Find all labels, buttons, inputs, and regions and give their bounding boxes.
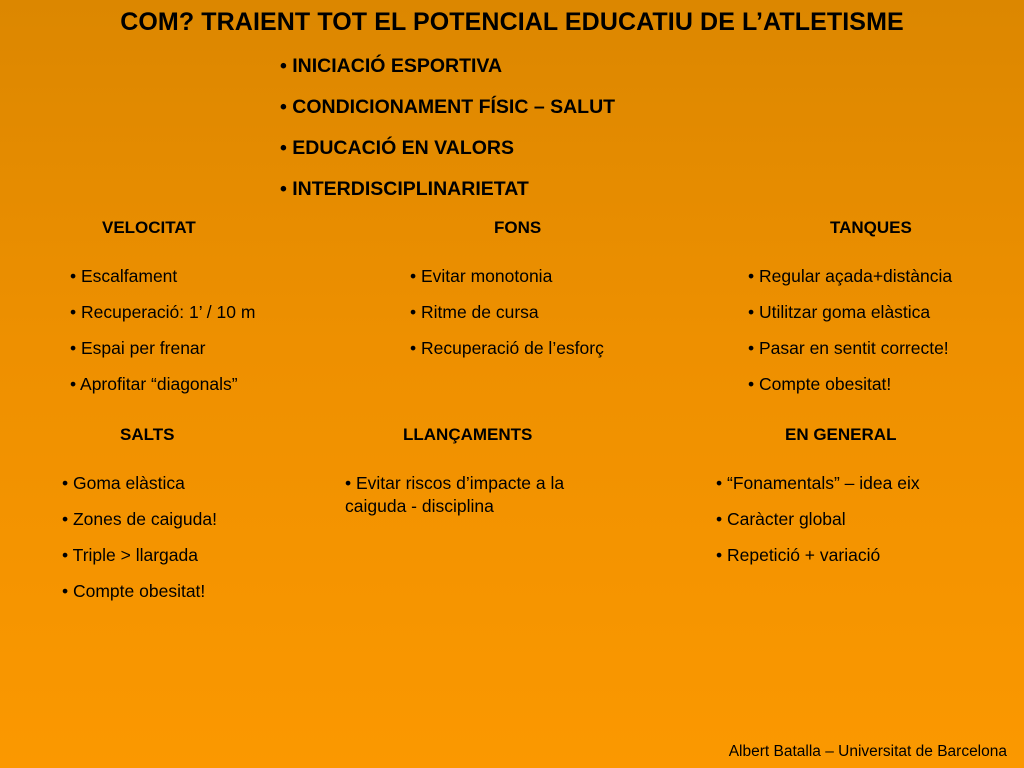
list-en-general [716,472,920,580]
list-item: • Evitar monotonia [410,266,553,286]
main-topic-item: • CONDICIONAMENT FÍSIC – SALUT [280,96,616,118]
list-tanques [748,265,952,409]
list-item: • Evitar riscos d’impacte a la caiguda - disciplina [345,473,565,516]
list-item: • Compte obesitat! [748,374,892,394]
heading-velocitat: VELOCITAT [102,218,196,237]
list-item: • Goma elàstica [62,473,185,493]
list-item: • Compte obesitat! [62,581,206,601]
list-item: • Repetició + variació [716,545,881,565]
heading-salts: SALTS [120,425,175,444]
list-salts [62,472,217,616]
heading-fons: FONS [494,218,542,237]
footer-credit: Albert Batalla – Universitat de Barcelona [728,743,1007,760]
heading-tanques: TANQUES [830,218,912,237]
list-velocitat [70,265,255,409]
main-topic-item: • INTERDISCIPLINARIETAT [280,178,529,200]
list-item: • Pasar en sentit correcte! [748,338,949,358]
list-item: • Escalfament [70,266,178,286]
slide-title: COM? TRAIENT TOT EL POTENCIAL EDUCATIU DE L’ATLETISME [120,8,904,36]
list-item: • Caràcter global [716,509,846,529]
main-topic-item: • EDUCACIÓ EN VALORS [280,137,514,159]
list-item: • Recuperació de l’esforç [410,338,604,358]
list-item: • Ritme de cursa [410,302,539,322]
list-fons [410,265,604,373]
heading-llancaments: LLANÇAMENTS [403,425,533,444]
main-topic-item: • INICIACIÓ ESPORTIVA [280,55,503,77]
list-item: • Regular açada+distància [748,266,953,286]
list-item: • Triple > llargada [62,545,198,565]
list-item: • Utilitzar goma elàstica [748,302,931,322]
list-item: • “Fonamentals” – idea eix [716,473,920,493]
main-topics-list [280,54,615,218]
list-item: • Aprofitar “diagonals” [70,374,238,394]
list-item: • Zones de caiguda! [62,509,217,529]
heading-en-general: EN GENERAL [785,425,897,444]
list-item: • Espai per frenar [70,338,206,358]
list-item: • Recuperació: 1’ / 10 m [70,302,256,322]
list-llancaments [345,472,615,518]
